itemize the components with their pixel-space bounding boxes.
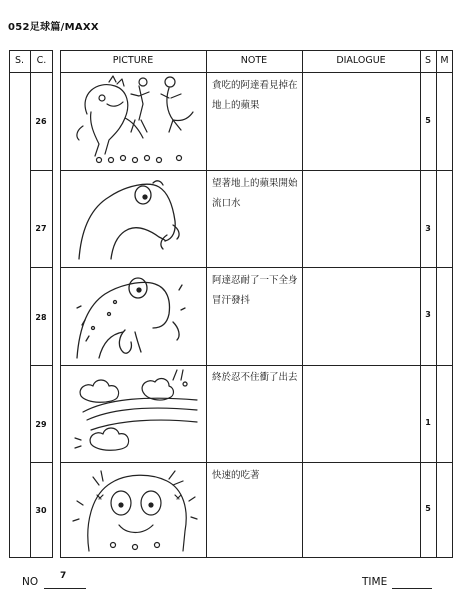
column-header-dialogue: DIALOGUE	[336, 55, 386, 66]
footer-no-value: 7	[60, 571, 67, 581]
row-rule	[30, 267, 53, 268]
row-rule	[60, 267, 453, 268]
divider-note-dialogue	[302, 50, 303, 558]
cut-number: 26	[35, 117, 47, 126]
row-note: 快速的吃著	[212, 470, 260, 481]
column-header-m: M	[440, 55, 449, 66]
divider-s-m	[436, 50, 437, 558]
cut-number: 29	[35, 420, 47, 429]
storyboard-drawing	[69, 465, 199, 555]
row-rule	[30, 462, 53, 463]
row-rule	[60, 462, 453, 463]
header-rule-main	[60, 72, 453, 73]
left-frame	[9, 50, 53, 558]
row-seconds: 3	[425, 224, 431, 233]
storyboard-drawing	[69, 74, 199, 166]
column-header-note: NOTE	[240, 55, 268, 66]
row-rule	[30, 170, 53, 171]
sheet-title: 052足球篇/MAXX	[8, 22, 99, 33]
row-seconds: 3	[425, 310, 431, 319]
divider-dialogue-s	[420, 50, 421, 558]
footer-time-line	[392, 588, 432, 589]
footer-time-label: TIME	[362, 576, 388, 588]
row-rule	[30, 365, 53, 366]
row-seconds: 5	[425, 116, 431, 125]
divider-picture-note	[206, 50, 207, 558]
storyboard-sheet	[9, 50, 453, 558]
cut-number: 30	[35, 506, 47, 515]
column-header-sec: S	[424, 55, 432, 66]
footer-no-label: NO	[22, 576, 39, 588]
row-note: 阿達忍耐了一下全身冒汗發抖	[212, 275, 298, 306]
column-header-picture: PICTURE	[112, 55, 154, 66]
storyboard-drawing	[69, 270, 199, 362]
row-seconds: 5	[425, 504, 431, 513]
row-note: 終於忍不住衝了出去	[212, 372, 298, 383]
divider-s-c	[30, 50, 31, 558]
column-header-c: C.	[36, 55, 47, 66]
row-note: 貪吃的阿達看見掉在地上的蘋果	[212, 80, 298, 111]
row-note: 望著地上的蘋果開始流口水	[212, 178, 298, 209]
cut-number: 28	[35, 313, 47, 322]
storyboard-drawing	[69, 173, 199, 263]
storyboard-drawing	[69, 368, 199, 458]
cut-number: 27	[35, 224, 47, 233]
row-rule	[60, 365, 453, 366]
row-seconds: 1	[425, 418, 431, 427]
header-rule-left	[9, 72, 53, 73]
column-header-s: S.	[14, 55, 25, 66]
footer-no-line	[44, 588, 86, 589]
row-rule	[60, 170, 453, 171]
